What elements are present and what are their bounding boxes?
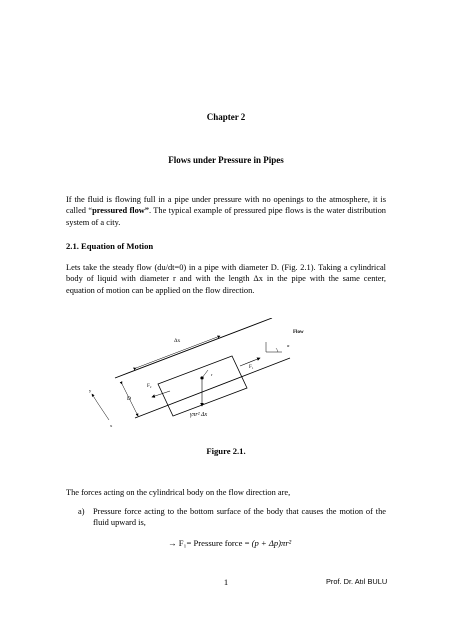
intro-text-before: If the fluid is flowing full in a pipe under pressure with no openings to the atmosphere, it is called “ bbox=[66, 195, 386, 216]
pipe-figure bbox=[80, 318, 380, 436]
equation-rhs: (p + Δp)πr² bbox=[251, 538, 292, 548]
radius-label: r bbox=[211, 372, 213, 377]
forces-paragraph: The forces acting on the cylindrical body on the flow direction are, bbox=[66, 488, 291, 497]
diameter-label: D bbox=[127, 396, 131, 402]
alpha-label: α bbox=[287, 343, 290, 348]
intro-paragraph bbox=[66, 194, 386, 228]
section-heading: 2.1. Equation of Motion bbox=[66, 241, 154, 251]
list-marker: a) bbox=[78, 507, 85, 516]
list-item-text: Pressure force acting to the bottom surface of the body that causes the motion of the fluid upward is, bbox=[93, 507, 386, 528]
pressure-force-equation bbox=[168, 538, 291, 548]
force-f2-label: F₂ bbox=[147, 384, 152, 389]
author-footer: Prof. Dr. Atıl BULU bbox=[326, 577, 388, 586]
weight-label: γπr² Δx bbox=[190, 412, 208, 418]
delta-x-label: Δx bbox=[174, 338, 181, 344]
flow-label: Flow bbox=[293, 330, 304, 335]
chapter-label: Chapter 2 bbox=[206, 112, 246, 122]
y-axis bbox=[92, 394, 97, 402]
y-axis-label: y bbox=[89, 388, 92, 393]
figure-caption: Figure 2.1. bbox=[206, 446, 246, 456]
angle-arc bbox=[276, 348, 278, 352]
force-f1-label: F₁ bbox=[249, 365, 254, 370]
motion-paragraph: Lets take the steady flow (du/dt=0) in a pipe with diameter D. (Fig. 2.1). Taking a cylindrical body of liquid with diameter r and with the length Δx in the pipe with the same center, equation of motion can be applied on the flow direction. bbox=[66, 263, 386, 295]
page-number: 1 bbox=[223, 577, 229, 587]
list-item bbox=[78, 506, 386, 529]
radius-line bbox=[202, 370, 208, 378]
cylindrical-body bbox=[158, 356, 247, 416]
intro-bold-term: pressured flow” bbox=[92, 206, 149, 216]
force-f2-arrow bbox=[152, 391, 170, 397]
x-axis-label: x bbox=[110, 423, 113, 428]
x-axis bbox=[97, 402, 109, 420]
intro-text-after: . The typical example of pressured pipe flows is the water distribution system of a city. bbox=[66, 206, 386, 227]
chapter-title: Flows under Pressure in Pipes bbox=[168, 155, 284, 165]
pipe-wall-bottom bbox=[135, 358, 290, 418]
equation-lhs: → F₁= Pressure force = bbox=[168, 538, 252, 548]
